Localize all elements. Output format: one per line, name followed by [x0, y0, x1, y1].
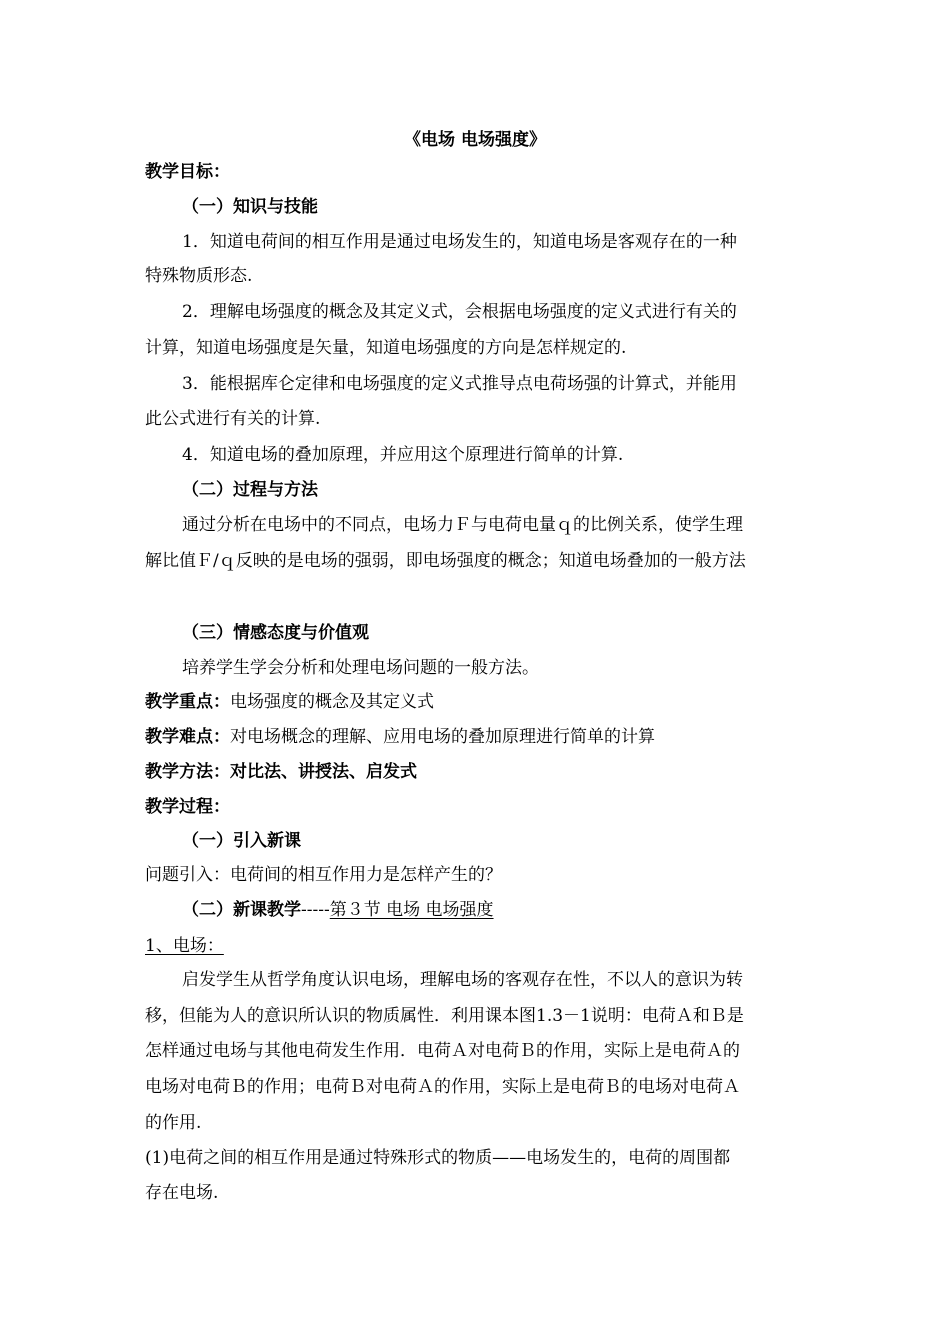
attitude-heading: （三）情感态度与价值观	[182, 623, 369, 643]
process-line1: 通过分析在电场中的不同点，电场力Ｆ与电荷电量ｑ的比例关系，使学生理	[182, 515, 743, 535]
document-title: 《电场 电场强度》	[404, 130, 546, 150]
intro-heading: （一）引入新课	[182, 831, 301, 851]
process-heading: （二）过程与方法	[182, 480, 318, 500]
method-text: 对比法、讲授法、启发式	[230, 762, 417, 782]
field-p1-line5: 的作用.	[145, 1113, 202, 1133]
new-lesson-section: 第３节 电场 电场强度	[329, 900, 494, 920]
new-lesson-dashes: -----	[301, 900, 330, 920]
key-point-label: 教学重点：	[145, 692, 230, 712]
field-p1-line3: 怎样通过电场与其他电荷发生作用．电荷Ａ对电荷Ｂ的作用，实际上是电荷Ａ的	[145, 1041, 740, 1061]
field-p1-line4: 电场对电荷Ｂ的作用；电荷Ｂ对电荷Ａ的作用，实际上是电荷Ｂ的电场对电荷Ａ	[145, 1077, 740, 1097]
knowledge-item3-line2: 此公式进行有关的计算.	[145, 409, 321, 429]
knowledge-item1-line1: 1．知道电荷间的相互作用是通过电场发生的，知道电场是客观存在的一种	[182, 232, 737, 252]
process-line2: 解比值Ｆ/ｑ反映的是电场的强弱，即电场强度的概念；知道电场叠加的一般方法	[145, 551, 746, 571]
knowledge-item2-line1: 2．理解电场强度的概念及其定义式，会根据电场强度的定义式进行有关的	[182, 302, 737, 322]
key-point-text: 电场强度的概念及其定义式	[230, 692, 434, 712]
new-lesson-heading: （二）新课教学	[182, 900, 301, 920]
field-p2-line2: 存在电场.	[145, 1183, 219, 1203]
knowledge-item1-line2: 特殊物质形态.	[145, 266, 253, 286]
attitude-line1: 培养学生学会分析和处理电场问题的一般方法。	[182, 658, 539, 678]
field-p2-line1: (1)电荷之间的相互作用是通过特殊形式的物质——电场发生的，电荷的周围都	[145, 1148, 731, 1168]
method-label: 教学方法：	[145, 762, 230, 782]
field-heading: 1、电场：	[145, 936, 224, 956]
goals-heading: 教学目标：	[145, 162, 230, 182]
intro-question: 问题引入：电荷间的相互作用力是怎样产生的？	[145, 865, 502, 885]
knowledge-item4: 4．知道电场的叠加原理，并应用这个原理进行简单的计算.	[182, 445, 624, 465]
knowledge-item2-line2: 计算，知道电场强度是矢量，知道电场强度的方向是怎样规定的.	[145, 338, 627, 358]
method-row	[145, 760, 417, 784]
procedure-heading: 教学过程：	[145, 797, 230, 817]
field-p1-line2: 移，但能为人的意识所认识的物质属性．利用课本图1.3－1说明：电荷Ａ和Ｂ是	[145, 1006, 744, 1026]
knowledge-heading: （一）知识与技能	[182, 197, 318, 217]
new-lesson-row	[182, 898, 494, 922]
difficulty-label: 教学难点：	[145, 727, 230, 747]
difficulty-text: 对电场概念的理解、应用电场的叠加原理进行简单的计算	[230, 727, 655, 747]
key-point-row	[145, 690, 434, 714]
knowledge-item3-line1: 3．能根据库仑定律和电场强度的定义式推导点电荷场强的计算式，并能用	[182, 374, 737, 394]
field-p1-line1: 启发学生从哲学角度认识电场，理解电场的客观存在性，不以人的意识为转	[182, 970, 743, 990]
difficulty-row	[145, 725, 655, 749]
